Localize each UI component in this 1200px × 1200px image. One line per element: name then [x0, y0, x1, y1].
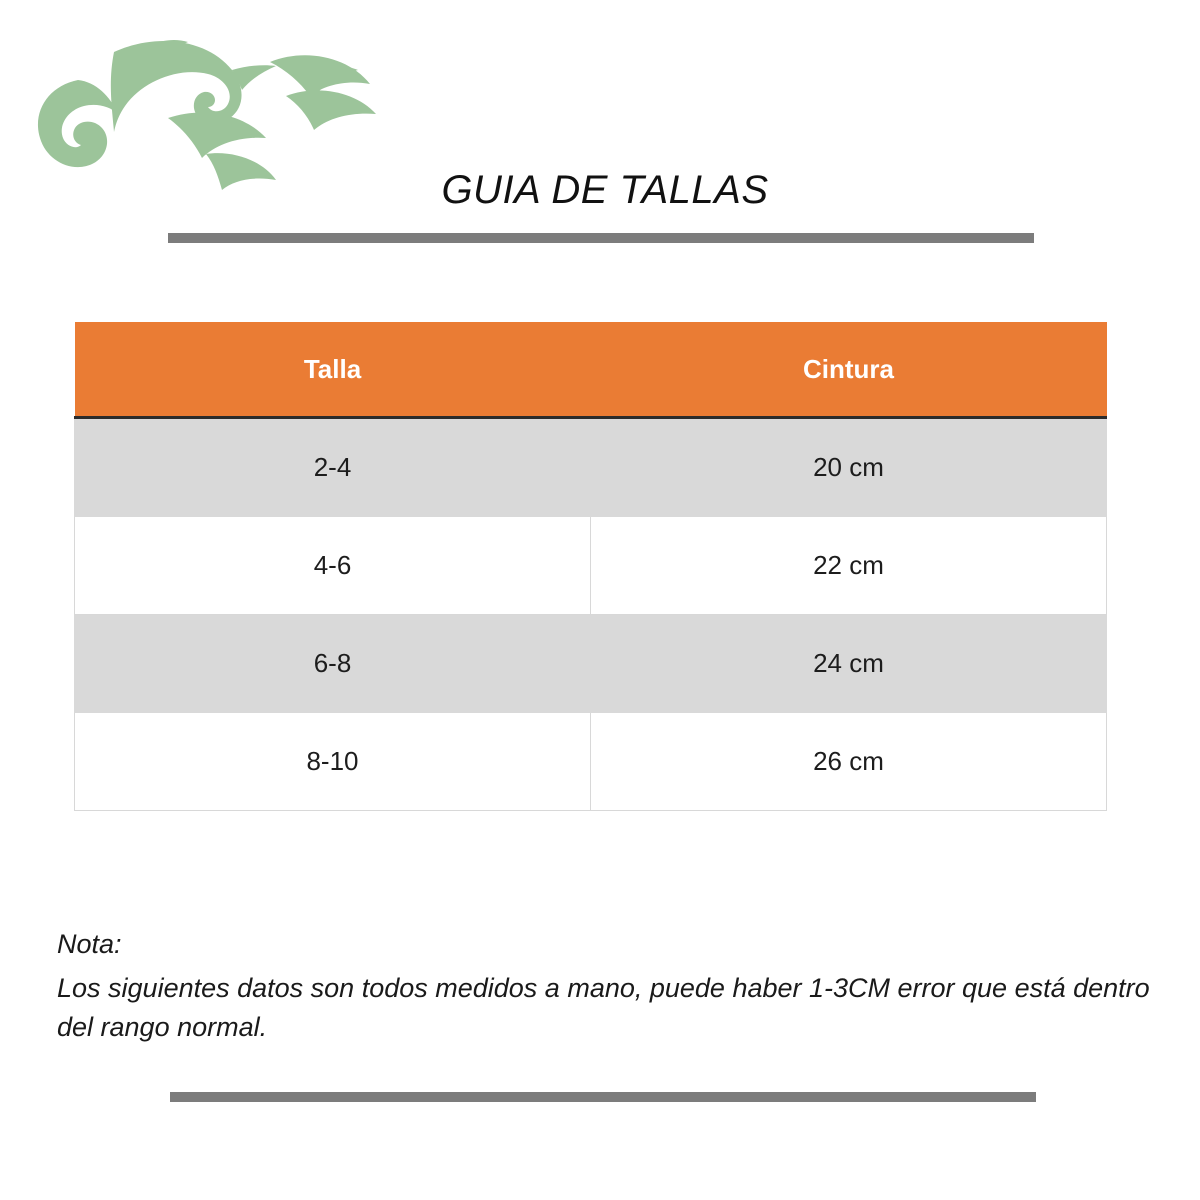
table-row [75, 418, 1107, 517]
cell-talla: 8-10 [75, 713, 591, 811]
page-title: GUIA DE TALLAS [441, 168, 769, 212]
cell-cintura: 20 cm [591, 418, 1107, 517]
cell-cintura: 22 cm [591, 517, 1107, 615]
table-header-row [75, 322, 1107, 418]
cell-cintura: 24 cm [591, 615, 1107, 713]
table-row [75, 517, 1107, 615]
size-table-container [74, 322, 1107, 811]
cell-cintura: 26 cm [591, 713, 1107, 811]
note-block [57, 925, 1157, 1046]
size-table-body [75, 418, 1107, 811]
table-row [75, 615, 1107, 713]
cell-talla: 6-8 [75, 615, 591, 713]
size-table [74, 322, 1107, 811]
note-body: Los siguientes datos son todos medidos a mano, puede haber 1-3CM error que está dentro del rango normal. [57, 973, 1150, 1042]
cell-talla: 2-4 [75, 418, 591, 517]
note-label: Nota: [57, 929, 122, 959]
size-table-head [75, 322, 1107, 418]
bottom-divider-rule [170, 1092, 1036, 1102]
document-header [0, 0, 1200, 270]
column-header-talla: Talla [75, 322, 591, 418]
column-header-cintura: Cintura [591, 322, 1107, 418]
table-row [75, 713, 1107, 811]
cell-talla: 4-6 [75, 517, 591, 615]
top-divider-rule [168, 233, 1034, 243]
